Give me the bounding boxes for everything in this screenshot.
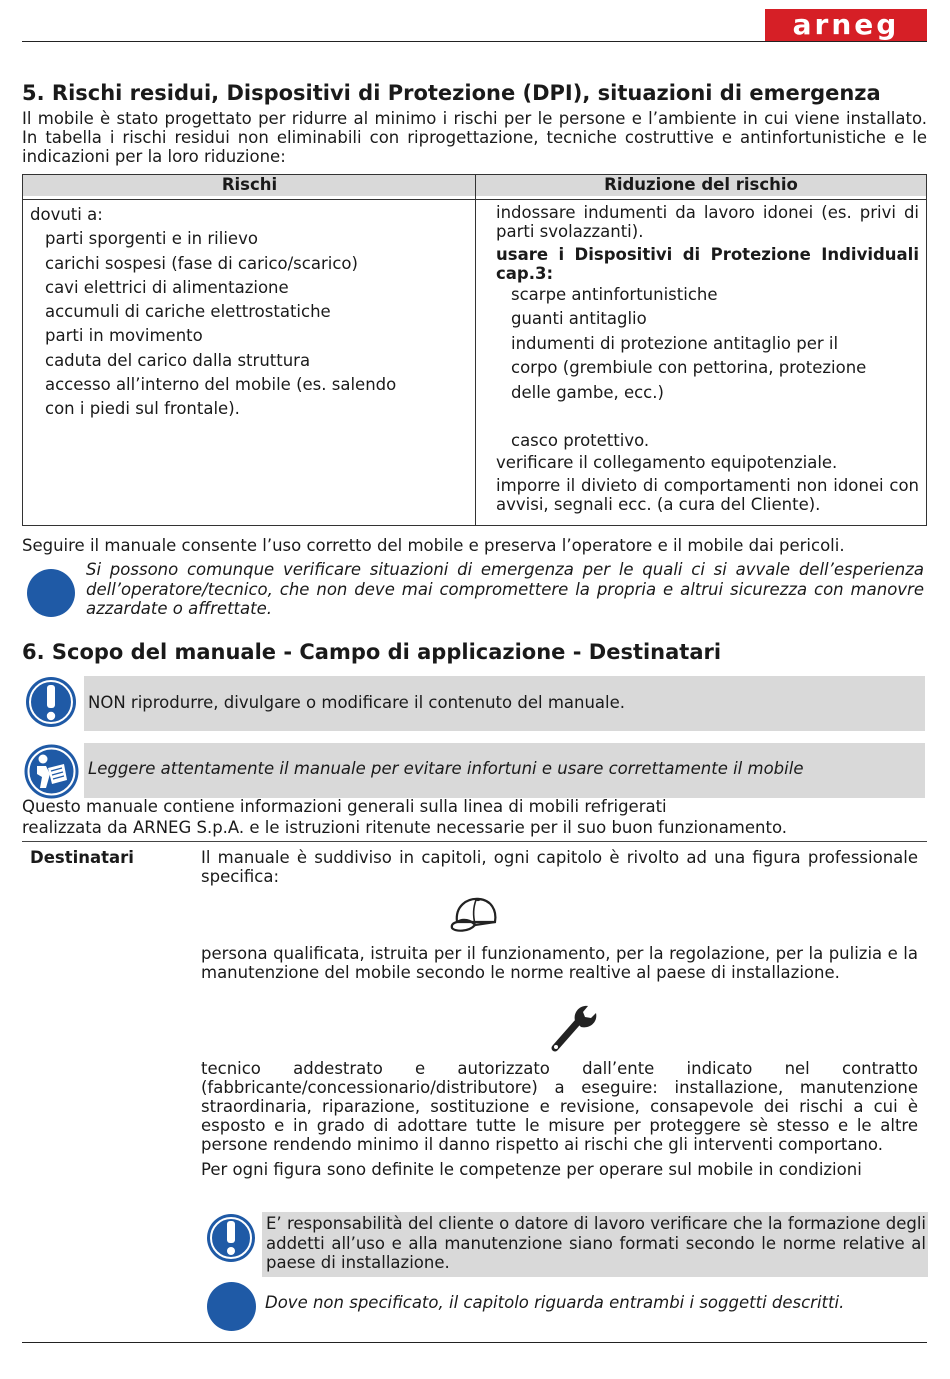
recipients-label: Destinatari	[30, 848, 134, 867]
manual-intro-line: realizzata da ARNEG S.p.A. e le istruzioni ritenute necessarie per il suo buon funzionamento.	[22, 818, 788, 837]
risk-item: accesso all’interno del mobile (es. salendo	[45, 375, 397, 395]
section5-title: 5. Rischi residui, Dispositivi di Protezione (DPI), situazioni di emergenza	[22, 81, 881, 105]
dpi-item: casco protettivo.	[511, 431, 650, 451]
logo-text: arneg	[792, 8, 900, 41]
technician-text: tecnico addestrato e autorizzato dall’ente indicato nel contratto (fabbricante/concessionario/distributore) a eseguire: installazione, manutenzione straordinaria, riparazione, sostituzione e revisione, consapevole dei rischi a cui è esposto e in grado di adottare tutte le misure per proteggere sè stesso e le altre persone rendendo minimo il danno rispetto ai rischi che gli interventi comportano.	[201, 1059, 918, 1154]
info-circle-icon	[207, 1282, 256, 1331]
risk-table-header-reduction: Riduzione del rischio	[476, 175, 926, 197]
risk-item: caduta del carico dalla struttura	[45, 350, 311, 370]
responsibility-bar	[262, 1212, 928, 1277]
reduction-dpi-heading: usare i Dispositivi di Protezione Individuali cap.3:	[496, 245, 919, 283]
risk-item: parti sporgenti e in rilievo	[45, 229, 258, 249]
header-divider	[22, 41, 927, 42]
cap-icon	[449, 894, 501, 936]
read-manual-bar	[84, 743, 925, 798]
risk-item: carichi sospesi (fase di carico/scarico)	[45, 253, 358, 273]
warning-text: NON riprodurre, divulgare o modificare il contenuto del manuale.	[88, 693, 626, 712]
dpi-item: corpo (grembiule con pettorina, protezione	[511, 358, 867, 378]
section6-title: 6. Scopo del manuale - Campo di applicazione - Destinatari	[22, 640, 722, 664]
reduction-item: imporre il divieto di comportamenti non idonei con avvisi, segnali ecc. (a cura del Cliente).	[496, 476, 919, 515]
reduction-item: indossare indumenti da lavoro idonei (es. privi di parti svolazzanti).	[496, 203, 919, 241]
reduction-column	[496, 203, 919, 514]
recipients-intro: Il manuale è suddiviso in capitoli, ogni capitolo è rivolto ad una figura professionale specifica:	[201, 848, 918, 886]
section5-intro: Il mobile è stato progettato per ridurre al minimo i rischi per le persone e l’ambiente in cui viene installato. In tabella i rischi residui non eliminabili con riprogettazione, tecniche costruttive e antinfortunistiche e le indicazioni per la loro riduzione:	[22, 109, 927, 166]
manual-intro	[22, 796, 927, 838]
unspecified-note: Dove non specificato, il capitolo riguarda entrambi i soggetti descritti.	[265, 1293, 845, 1312]
reduction-item: verificare il collegamento equipotenziale.	[496, 453, 838, 473]
dpi-item: delle gambe, ecc.)	[511, 382, 664, 402]
risks-column	[30, 203, 460, 422]
warning-bar	[84, 676, 925, 731]
dpi-item: scarpe antinfortunistiche	[511, 285, 718, 304]
read-manual-text: Leggere attentamente il manuale per evitare infortuni e usare correttamente il mobile	[88, 759, 804, 778]
manual-intro-line: Questo manuale contiene informazioni generali sulla linea di mobili refrigerati	[22, 797, 667, 816]
responsibility-text: E’ responsabilità del cliente o datore di lavoro verificare che la formazione degli addetti all’uso e alla manutenzione siano formati secondo le norme relative al paese di installazione.	[266, 1214, 926, 1272]
follow-manual-text: Seguire il manuale consente l’uso corretto del mobile e preserva l’operatore e il mobile dai pericoli.	[22, 536, 845, 555]
risk-item: accumuli di cariche elettrostatiche	[45, 302, 331, 322]
recipients-divider	[22, 841, 927, 842]
exclamation-icon	[25, 676, 77, 728]
read-manual-icon	[24, 744, 79, 799]
risk-item: parti in movimento	[45, 326, 203, 346]
dpi-item: guanti antitaglio	[511, 309, 647, 329]
risk-item: cavi elettrici di alimentazione	[45, 277, 289, 297]
dpi-item: indumenti di protezione antitaglio per il	[511, 333, 839, 353]
footer-divider	[22, 1342, 927, 1343]
risk-table-column-divider	[475, 175, 476, 525]
risks-lead: dovuti a:	[30, 205, 103, 224]
emergency-note: Si possono comunque verificare situazioni di emergenza per le quali ci si avvale dell’esperienza dell’operatore/tecnico, che non deve mai compromettere la propria e altrui sicurezza con manovre azzardate o affrettate.	[86, 560, 924, 618]
each-figure-text: Per ogni figura sono definite le competenze per operare sul mobile in condizioni	[201, 1160, 862, 1179]
risk-item: con i piedi sul frontale).	[45, 399, 240, 419]
exclamation-icon	[206, 1213, 256, 1263]
wrench-icon	[547, 1001, 601, 1053]
risk-table-header-risks: Rischi	[23, 175, 476, 197]
risk-table	[22, 174, 927, 526]
qualified-person-text: persona qualificata, istruita per il funzionamento, per la regolazione, per la pulizia e la manutenzione del mobile secondo le norme realtive al paese di installazione.	[201, 944, 918, 982]
arneg-logo	[765, 9, 927, 41]
info-circle-icon	[27, 569, 75, 617]
